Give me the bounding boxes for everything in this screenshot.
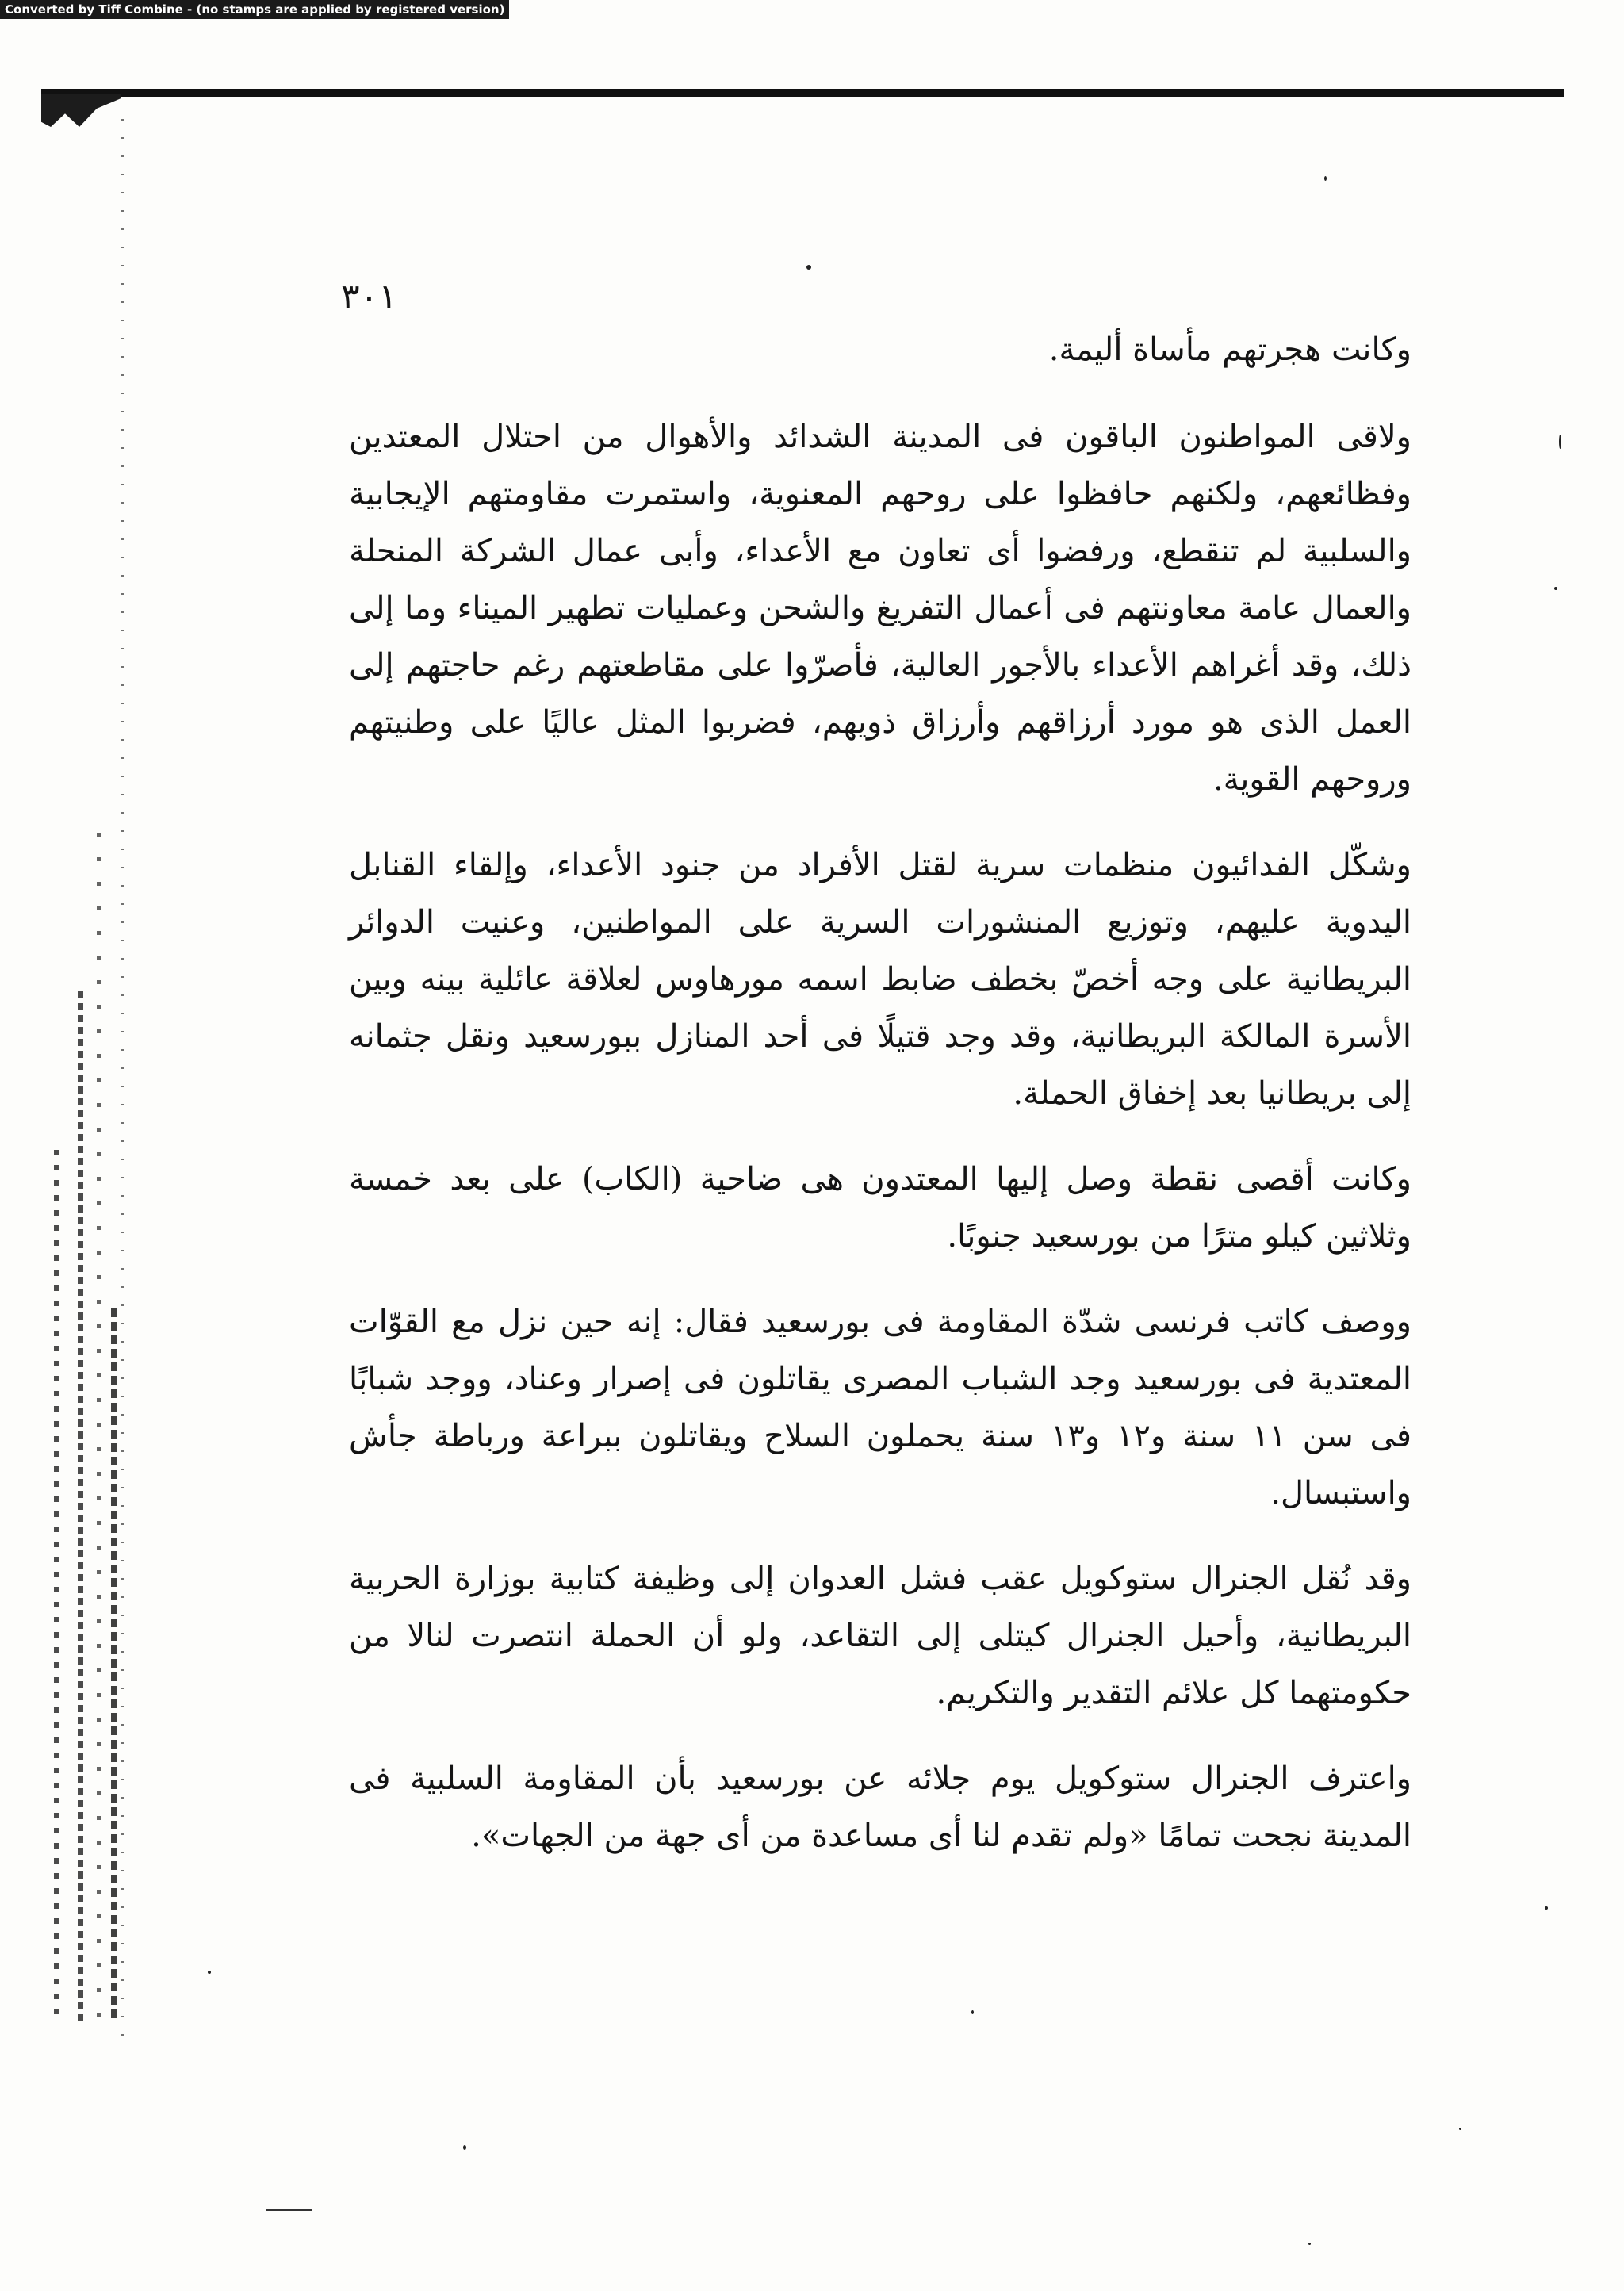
- scan-speck: [1324, 176, 1327, 181]
- scan-dash-mark: [266, 2209, 312, 2211]
- scan-speck: [1554, 587, 1557, 590]
- paragraph: وشكّل الفدائيون منظمات سرية لقتل الأفراد من جنود الأعداء، وإلقاء القنابل اليدوية عليهم، وتوزيع المنشورات السرية على المواطنين، وعنيت الدوائر البريطانية على وجه أخصّ بخطف ضابط اسمه مورهاوس لعلاقة عائلية بينه وبين الأسرة المالكة البريطانية، وقد وجد قتيلًا فى أحد المنازل ببورسعيد ونقل جثمانه إلى بريطانيا بعد إخفاق الحملة.: [349, 847, 1411, 1112]
- scan-speck: [971, 2010, 974, 2014]
- paragraph: ووصف كاتب فرنسى شدّة المقاومة فى بورسعيد فقال: إنه حين نزل مع القوّات المعتدية فى بورسعيد وجد الشباب المصرى يقاتلون فى إصرار وعناد، ووجد شبابًا فى سن ١١ سنة و١٢ و١٣ سنة يحملون السلاح ويقاتلون ببراعة ورباطة جأش واستبسال.: [349, 1304, 1412, 1511]
- paragraph: واعترف الجنرال ستوكويل يوم جلائه عن بورسعيد بأن المقاومة السلبية فى المدينة نجحت تمامًا «ولم تقدم لنا أى مساعدة من أى جهة من الجهات».: [349, 1760, 1411, 1854]
- scan-speck: [1545, 1906, 1548, 1910]
- scan-speck: [208, 1971, 211, 1974]
- converter-watermark: Converted by Tiff Combine - (no stamps are applied by registered version): [0, 0, 509, 19]
- paragraph: وقد نُقل الجنرال ستوكويل عقب فشل العدوان إلى وظيفة كتابية بوزارة الحربية البريطانية، وأحيل الجنرال كيتلى إلى التقاعد، ولو أن الحملة انتصرت لنالا من حكومتهما كل علائم التقدير والتكريم.: [349, 1561, 1412, 1711]
- scan-speck: [1308, 2243, 1311, 2245]
- page-top-rule: [41, 89, 1564, 97]
- scan-speck: [463, 2145, 466, 2150]
- paragraph: ولاقى المواطنون الباقون فى المدينة الشدائد والأهوال من احتلال المعتدين وفظائعهم، ولكنهم حافظوا على روحهم المعنوية، واستمرت مقاومتهم الإيجابية والسلبية لم تنقطع، ورفضوا أى تعاون مع الأعداء، وأبى عمال الشركة المنحلة والعمال عامة معاونتهم فى أعمال التفريغ والشحن وعمليات تطهير الميناء وما إلى ذلك، وقد أغراهم الأعداء بالأجور العالية، فأصرّوا على مقاطعتهم رغم حاجتهم إلى العمل الذى هو مورد أرزاقهم وأرزاق ذويهم، فضربوا المثل عاليًا على وطنيتهم وروحهم القوية.: [349, 419, 1411, 798]
- page-number: ٣٠١: [341, 277, 397, 317]
- paragraph: وكانت أقصى نقطة وصل إليها المعتدون هى ضاحية (الكاب) على بعد خمسة وثلاثين كيلو مترًا من بورسعيد جنوبًا.: [349, 1161, 1411, 1255]
- scan-speck: [1559, 435, 1561, 449]
- paragraph: وكانت هجرتهم مأساة أليمة.: [1048, 331, 1411, 368]
- scan-speck: [1459, 2128, 1461, 2130]
- page-body: [349, 321, 1411, 1893]
- scan-binding-edge: [48, 119, 135, 2038]
- scan-speck: [806, 265, 811, 270]
